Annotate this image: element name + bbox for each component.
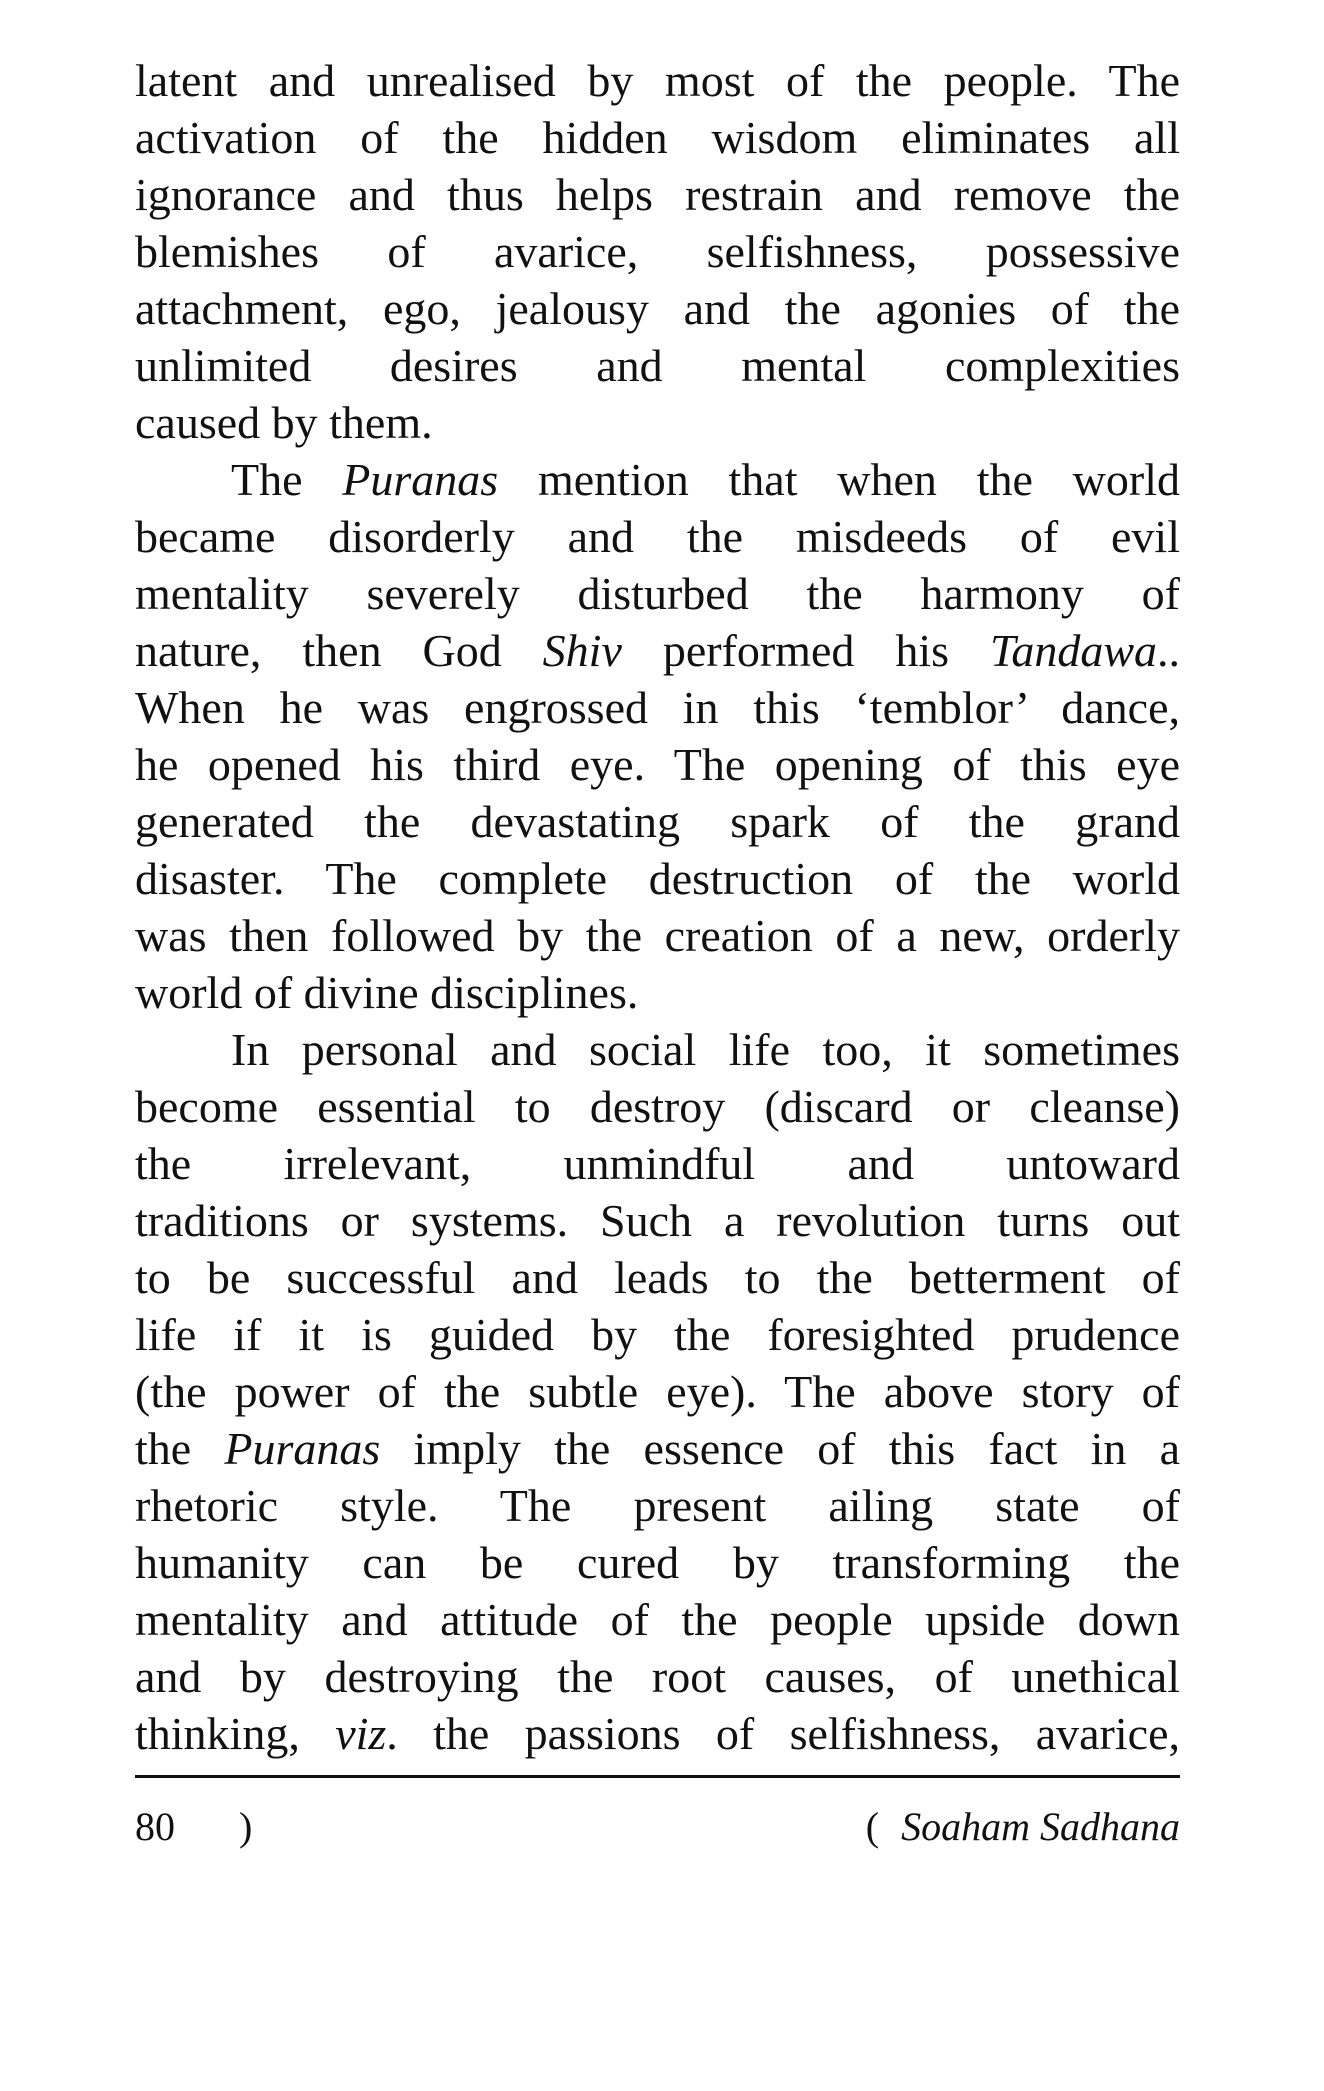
text-line [135, 1021, 1180, 1078]
line-text: nature, then God [135, 625, 543, 676]
line-text: In personal and social life too, it sometimes [231, 1024, 1180, 1075]
text-line [135, 1249, 1180, 1306]
footer-open-paren: ( [865, 1804, 880, 1849]
line-text: unlimited desires and mental complexities [135, 340, 1180, 391]
text-line [135, 223, 1180, 280]
text-line [135, 280, 1180, 337]
book-title: Soaham Sadhana [901, 1804, 1180, 1849]
line-text: . the passions of selfishness, avarice, [386, 1708, 1180, 1759]
text-line [135, 109, 1180, 166]
text-line [135, 1648, 1180, 1705]
page-footer [135, 1797, 1180, 1857]
line-text: mention that when the world [498, 454, 1180, 505]
text-line [135, 1363, 1180, 1420]
text-line [135, 1192, 1180, 1249]
line-text: performed his [621, 625, 990, 676]
line-text: (the power of the subtle eye). The above story of [135, 1366, 1180, 1417]
text-line [135, 1477, 1180, 1534]
line-text: disaster. The complete destruction of the world [135, 853, 1180, 904]
paragraph [135, 451, 1180, 1021]
line-text: was then followed by the creation of a new, orderly [135, 910, 1180, 961]
text-line [135, 850, 1180, 907]
line-text: mentality severely disturbed the harmony of [135, 568, 1180, 619]
text-line [135, 964, 1180, 1021]
footer-close-paren: ) [239, 1804, 253, 1849]
text-line [135, 394, 1180, 451]
line-text: caused by them. [135, 397, 433, 448]
paragraph [135, 1021, 1180, 1762]
line-text: humanity can be cured by transforming the [135, 1537, 1180, 1588]
italic-term: Tandawa [989, 625, 1157, 676]
italic-term: Puranas [342, 454, 499, 505]
line-text: ignorance and thus helps restrain and remove the [135, 169, 1180, 220]
text-line [135, 337, 1180, 394]
line-text: life if it is guided by the foresighted prudence [135, 1309, 1180, 1360]
italic-term: Shiv [542, 625, 622, 676]
line-text: latent and unrealised by most of the people. The [135, 55, 1180, 106]
italic-term: Puranas [224, 1423, 381, 1474]
text-line [135, 679, 1180, 736]
line-text: thinking, [135, 1708, 336, 1759]
line-text: imply the essence of this fact in a [380, 1423, 1180, 1474]
text-line [135, 1534, 1180, 1591]
line-text: traditions or systems. Such a revolution turns out [135, 1195, 1180, 1246]
line-text: mentality and attitude of the people upside down [135, 1594, 1180, 1645]
line-text: became disorderly and the misdeeds of evil [135, 511, 1180, 562]
line-text: blemishes of avarice, selfishness, possessive [135, 226, 1180, 277]
text-line [135, 52, 1180, 109]
text-line [135, 1705, 1180, 1762]
page-body [135, 52, 1180, 1762]
line-text: .. [1157, 625, 1180, 676]
text-line [135, 1591, 1180, 1648]
line-text: rhetoric style. The present ailing state of [135, 1480, 1180, 1531]
line-text: activation of the hidden wisdom eliminates all [135, 112, 1180, 163]
line-text: and by destroying the root causes, of unethical [135, 1651, 1180, 1702]
line-text: to be successful and leads to the betterment of [135, 1252, 1180, 1303]
text-line [135, 451, 1180, 508]
paragraph [135, 52, 1180, 451]
text-line [135, 1306, 1180, 1363]
text-line [135, 166, 1180, 223]
text-line [135, 907, 1180, 964]
text-line [135, 565, 1180, 622]
text-line [135, 736, 1180, 793]
text-line [135, 622, 1180, 679]
page-number: 80 [135, 1804, 175, 1849]
running-title [866, 1797, 1180, 1857]
line-text: generated the devastating spark of the grand [135, 796, 1180, 847]
italic-term: viz [335, 1708, 387, 1759]
text-line [135, 508, 1180, 565]
line-text: he opened his third eye. The opening of this eye [135, 739, 1180, 790]
line-text: become essential to destroy (discard or cleanse) [135, 1081, 1180, 1132]
line-text: When he was engrossed in this ‘temblor’ dance, [135, 682, 1180, 733]
footer-rule [135, 1775, 1180, 1778]
line-text: attachment, ego, jealousy and the agonies of the [135, 283, 1180, 334]
line-text: The [231, 454, 343, 505]
text-line [135, 793, 1180, 850]
line-text: world of divine disciplines. [135, 967, 639, 1018]
text-line [135, 1420, 1180, 1477]
text-line [135, 1078, 1180, 1135]
line-text: the irrelevant, unmindful and untoward [135, 1138, 1180, 1189]
line-text: the [135, 1423, 225, 1474]
text-line [135, 1135, 1180, 1192]
